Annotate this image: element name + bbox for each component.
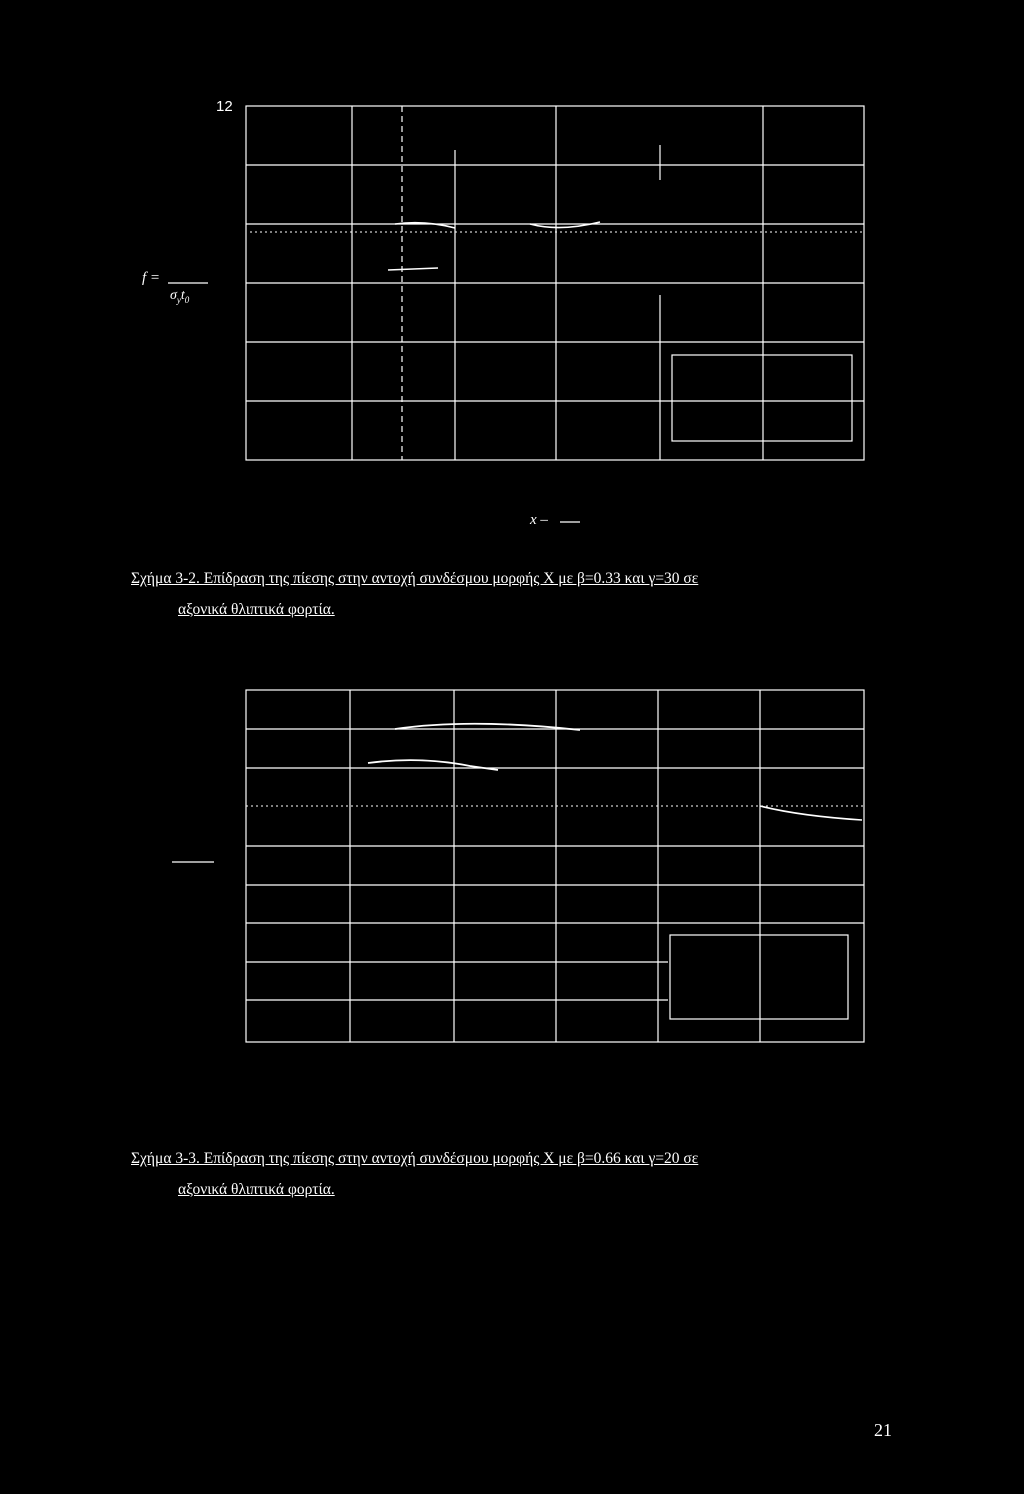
figure-1-caption-line2: αξονικά θλιπτικά φορτία. xyxy=(178,601,335,618)
figure-1-ylabel-numerator: f = xyxy=(142,270,161,286)
sigma-symbol: σ xyxy=(170,288,177,303)
figure-1-y-tick-label: 12 xyxy=(216,98,233,115)
figure-2-caption-line1: Σχήμα 3-3. Επίδραση της πίεσης στην αντοχή συνδέσμου μορφής X με β=0.66 και γ=20 σε xyxy=(131,1150,699,1167)
figure-1-curve xyxy=(388,268,438,270)
figure-2-frame xyxy=(246,690,864,1042)
figure-2-plot xyxy=(172,690,864,1042)
figure-1-caption-line1: Σχήμα 3-2. Επίδραση της πίεσης στην αντοχή συνδέσμου μορφής X με β=0.33 και γ=30 σε xyxy=(131,570,699,587)
figure-2-caption-line2: αξονικά θλιπτικά φορτία. xyxy=(178,1181,335,1198)
figure-2-legend-box xyxy=(670,935,848,1019)
page-number: 21 xyxy=(874,1420,892,1440)
figure-1-xlabel: x – xyxy=(530,512,548,528)
figure-1-plot xyxy=(168,106,864,522)
t-symbol: t xyxy=(180,288,185,303)
subscript-zero: 0 xyxy=(184,294,190,305)
figure-1-ylabel-denominator xyxy=(170,288,189,305)
figure-1-curve xyxy=(530,222,600,228)
subscript-y: y xyxy=(176,294,181,305)
figure-2-curve xyxy=(760,806,862,820)
figure-1-legend-box xyxy=(672,355,852,441)
